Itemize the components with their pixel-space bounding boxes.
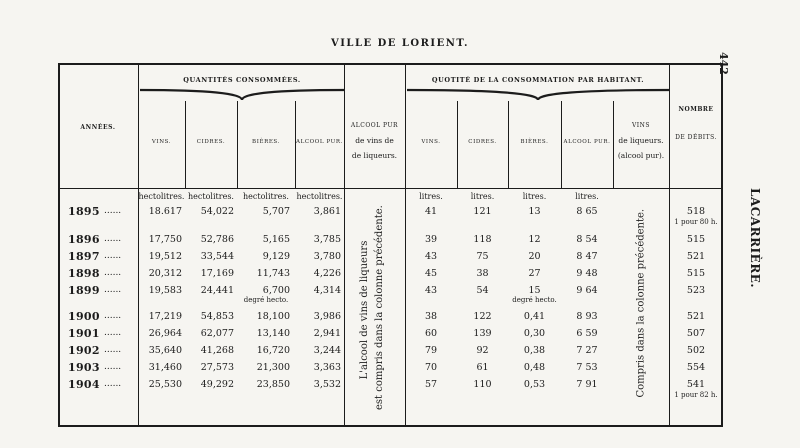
degre-hecto-quantite: degré hecto. bbox=[243, 296, 289, 304]
cell-q-alcool: 3,986 bbox=[313, 311, 341, 322]
cell-q-alcool: 4,314 bbox=[313, 285, 341, 296]
row-leader-dots: ...... bbox=[104, 234, 122, 244]
cell-p-cidres: 92 bbox=[476, 345, 489, 356]
row-leader-dots: ...... bbox=[104, 206, 122, 216]
cell-q-cidres: 54,853 bbox=[200, 311, 234, 322]
header-annees: ANNÉES. bbox=[80, 124, 116, 131]
row-year: 1896 bbox=[68, 233, 100, 246]
cell-p-alcool: 6 59 bbox=[576, 328, 598, 339]
note-liqueurs-compris-text: Compris dans la colonne précédente. bbox=[635, 208, 647, 398]
row-leader-dots: ...... bbox=[104, 311, 122, 321]
cell-q-cidres: 33,544 bbox=[200, 251, 234, 262]
cell-p-alcool: 9 64 bbox=[576, 285, 598, 296]
cell-q-alcool: 4,226 bbox=[313, 268, 341, 279]
col-divider-q3 bbox=[295, 101, 296, 189]
cell-p-cidres: 110 bbox=[473, 379, 492, 390]
cell-p-alcool: 7 53 bbox=[576, 362, 598, 373]
brace-quotite bbox=[407, 88, 669, 102]
cell-q-vins: 26,964 bbox=[148, 328, 182, 339]
cell-q-alcool: 3,363 bbox=[313, 362, 341, 373]
cell-q-alcool: 3,532 bbox=[313, 379, 341, 390]
cell-p-alcool: 7 27 bbox=[576, 345, 598, 356]
cell-q-vins: 19,583 bbox=[148, 285, 182, 296]
row-year: 1902 bbox=[68, 344, 100, 357]
cell-q-cidres: 27,573 bbox=[200, 362, 234, 373]
cell-p-cidres: 121 bbox=[473, 206, 492, 217]
cell-p-vins: 79 bbox=[424, 345, 438, 356]
cell-debits: 515 bbox=[686, 268, 706, 279]
cell-q-cidres: 54,022 bbox=[200, 206, 234, 217]
cell-q-bieres: 5,707 bbox=[262, 206, 290, 217]
note-alcool-liqueurs bbox=[357, 205, 387, 410]
header-p-cidres: CIDRES. bbox=[468, 139, 497, 145]
cell-q-bieres: 11,743 bbox=[256, 268, 290, 279]
page-title: VILLE DE LORIENT. bbox=[330, 38, 469, 49]
cell-p-vins: 45 bbox=[424, 268, 438, 279]
cell-p-bieres: 0,53 bbox=[523, 379, 546, 390]
cell-p-bieres: 13 bbox=[528, 206, 541, 217]
col-divider-q2 bbox=[237, 101, 238, 189]
cell-q-bieres: 6,700 bbox=[262, 285, 290, 296]
row-year: 1898 bbox=[68, 267, 100, 280]
header-group-quotite: QUOTITÉ DE LA CONSOMMATION PAR HABITANT. bbox=[431, 76, 645, 84]
cell-p-alcool: 7 91 bbox=[576, 379, 598, 390]
cell-p-cidres: 118 bbox=[473, 234, 492, 245]
col-divider-p3 bbox=[561, 101, 562, 189]
cell-q-cidres: 49,292 bbox=[200, 379, 234, 390]
row-leader-dots: ...... bbox=[104, 285, 122, 295]
cell-p-alcool: 9 48 bbox=[576, 268, 598, 279]
unit-p-vins: litres. bbox=[419, 192, 443, 201]
cell-p-vins: 57 bbox=[424, 379, 438, 390]
header-group-quantites: QUANTITÉS CONSOMMÉES. bbox=[183, 76, 301, 84]
cell-q-vins: 17,750 bbox=[148, 234, 182, 245]
header-q-alcool-liqueurs-l2: de vins de bbox=[355, 136, 394, 145]
cell-p-alcool: 8 93 bbox=[576, 311, 598, 322]
header-nombre-l2: DE DÉBITS. bbox=[675, 134, 717, 141]
note-alcool-liqueurs-l2: est compris dans la colonne précédente. bbox=[374, 205, 385, 410]
cell-debits: 521 bbox=[686, 311, 706, 322]
row-year: 1904 bbox=[68, 378, 100, 391]
cell-debits: 502 bbox=[686, 345, 706, 356]
header-rule bbox=[58, 188, 723, 189]
unit-q-bieres: hectolitres. bbox=[243, 192, 289, 201]
cell-p-vins: 43 bbox=[424, 285, 438, 296]
cell-debits: 523 bbox=[686, 285, 706, 296]
cell-p-vins: 60 bbox=[424, 328, 438, 339]
cell-p-cidres: 38 bbox=[476, 268, 489, 279]
cell-q-vins: 19,512 bbox=[148, 251, 182, 262]
row-leader-dots: ...... bbox=[104, 362, 122, 372]
brace-quantites bbox=[140, 88, 344, 102]
cell-p-bieres: 0,38 bbox=[523, 345, 546, 356]
header-p-liqueurs-l2: de liqueurs. bbox=[618, 136, 664, 145]
header-nombre-l1: NOMBRE bbox=[678, 106, 714, 113]
side-author-label: LACARRIÈRE. bbox=[748, 188, 762, 289]
cell-debits: 518 bbox=[686, 206, 706, 217]
cell-p-cidres: 75 bbox=[476, 251, 489, 262]
cell-debits: 554 bbox=[686, 362, 706, 373]
col-divider-q1 bbox=[185, 101, 186, 189]
cell-debits: 521 bbox=[686, 251, 706, 262]
cell-p-bieres: 20 bbox=[528, 251, 541, 262]
unit-p-bieres: litres. bbox=[522, 192, 547, 201]
cell-q-bieres: 21,300 bbox=[256, 362, 290, 373]
cell-q-vins: 25,530 bbox=[148, 379, 182, 390]
row-year: 1897 bbox=[68, 250, 100, 263]
cell-q-vins: 31,460 bbox=[148, 362, 182, 373]
cell-q-cidres: 62,077 bbox=[200, 328, 234, 339]
cell-p-vins: 70 bbox=[424, 362, 438, 373]
header-p-alcool: ALCOOL PUR. bbox=[563, 139, 611, 145]
cell-p-bieres: 0,48 bbox=[523, 362, 546, 373]
cell-q-bieres: 13,140 bbox=[256, 328, 290, 339]
unit-q-cidres: hectolitres. bbox=[188, 192, 234, 201]
row-leader-dots: ...... bbox=[104, 379, 122, 389]
cell-p-vins: 38 bbox=[424, 311, 438, 322]
header-p-bieres: BIÈRES. bbox=[520, 139, 549, 145]
col-divider-p2 bbox=[508, 101, 509, 189]
cell-p-cidres: 122 bbox=[473, 311, 492, 322]
cell-q-vins: 35,640 bbox=[148, 345, 182, 356]
cell-q-bieres: 23,850 bbox=[256, 379, 290, 390]
cell-q-vins: 18.617 bbox=[148, 206, 182, 217]
cell-q-vins: 20,312 bbox=[148, 268, 182, 279]
row-year: 1899 bbox=[68, 284, 100, 297]
header-q-alcool-liqueurs-l1: ALCOOL PUR bbox=[350, 122, 399, 129]
cell-debits-note: 1 pour 80 h. bbox=[674, 218, 718, 226]
row-leader-dots: ...... bbox=[104, 328, 122, 338]
cell-p-bieres: 0,30 bbox=[523, 328, 546, 339]
cell-debits: 541 bbox=[686, 379, 706, 390]
cell-q-alcool: 3,780 bbox=[313, 251, 341, 262]
cell-p-alcool: 8 47 bbox=[576, 251, 598, 262]
header-q-alcool: ALCOOL PUR. bbox=[296, 139, 343, 145]
header-q-cidres: CIDRES. bbox=[196, 139, 226, 145]
row-leader-dots: ...... bbox=[104, 268, 122, 278]
unit-p-cidres: litres. bbox=[470, 192, 495, 201]
cell-q-alcool: 2,941 bbox=[313, 328, 341, 339]
header-p-liqueurs bbox=[613, 118, 669, 163]
cell-p-bieres: 0,41 bbox=[523, 311, 546, 322]
unit-q-vins: hectolitres. bbox=[138, 192, 185, 201]
cell-q-alcool: 3,785 bbox=[313, 234, 341, 245]
cell-q-bieres: 18,100 bbox=[256, 311, 290, 322]
col-divider-p1 bbox=[457, 101, 458, 189]
cell-q-cidres: 17,169 bbox=[200, 268, 234, 279]
cell-q-bieres: 16,720 bbox=[256, 345, 290, 356]
header-q-alcool-liqueurs bbox=[344, 118, 405, 163]
cell-p-alcool: 8 54 bbox=[576, 234, 598, 245]
cell-p-cidres: 139 bbox=[473, 328, 492, 339]
cell-q-cidres: 52,786 bbox=[200, 234, 234, 245]
header-p-vins: VINS. bbox=[421, 139, 441, 145]
note-alcool-liqueurs-l1: L'alcool de vins de liqueurs bbox=[359, 240, 370, 380]
cell-q-cidres: 24,441 bbox=[200, 285, 234, 296]
header-q-bieres: BIÈRES. bbox=[252, 139, 280, 145]
row-year: 1900 bbox=[68, 310, 100, 323]
cell-p-bieres: 12 bbox=[528, 234, 541, 245]
header-nombre-debits bbox=[669, 104, 723, 144]
cell-debits: 507 bbox=[686, 328, 706, 339]
row-leader-dots: ...... bbox=[104, 345, 122, 355]
cell-debits-note: 1 pour 82 h. bbox=[674, 391, 718, 399]
cell-q-alcool: 3,244 bbox=[313, 345, 341, 356]
cell-debits: 515 bbox=[686, 234, 706, 245]
cell-q-cidres: 41,268 bbox=[200, 345, 234, 356]
row-leader-dots: ...... bbox=[104, 251, 122, 261]
unit-q-alcool: hectolitres. bbox=[296, 192, 343, 201]
cell-p-cidres: 61 bbox=[476, 362, 489, 373]
note-liqueurs-compris bbox=[634, 208, 649, 398]
header-q-vins: VINS. bbox=[151, 139, 172, 145]
cell-q-vins: 17,219 bbox=[148, 311, 182, 322]
cell-p-vins: 39 bbox=[424, 234, 438, 245]
cell-p-bieres: 15 bbox=[528, 285, 541, 296]
row-year: 1903 bbox=[68, 361, 100, 374]
cell-p-bieres: 27 bbox=[528, 268, 541, 279]
header-q-alcool-liqueurs-l3: de liqueurs. bbox=[351, 151, 398, 160]
row-year: 1901 bbox=[68, 327, 100, 340]
cell-q-bieres: 5,165 bbox=[262, 234, 290, 245]
cell-p-vins: 43 bbox=[424, 251, 438, 262]
cell-p-cidres: 54 bbox=[476, 285, 489, 296]
header-p-liqueurs-l1: VINS bbox=[631, 122, 651, 129]
cell-p-vins: 41 bbox=[424, 206, 438, 217]
cell-q-alcool: 3,861 bbox=[313, 206, 341, 217]
row-year: 1895 bbox=[68, 205, 100, 218]
page-number: 442 bbox=[717, 52, 730, 75]
cell-p-alcool: 8 65 bbox=[576, 206, 598, 217]
cell-q-bieres: 9,129 bbox=[262, 251, 290, 262]
unit-p-alcool: litres. bbox=[575, 192, 599, 201]
degre-hecto-quotite: degré hecto. bbox=[512, 296, 557, 304]
header-p-liqueurs-l3: (alcool pur). bbox=[617, 151, 665, 160]
